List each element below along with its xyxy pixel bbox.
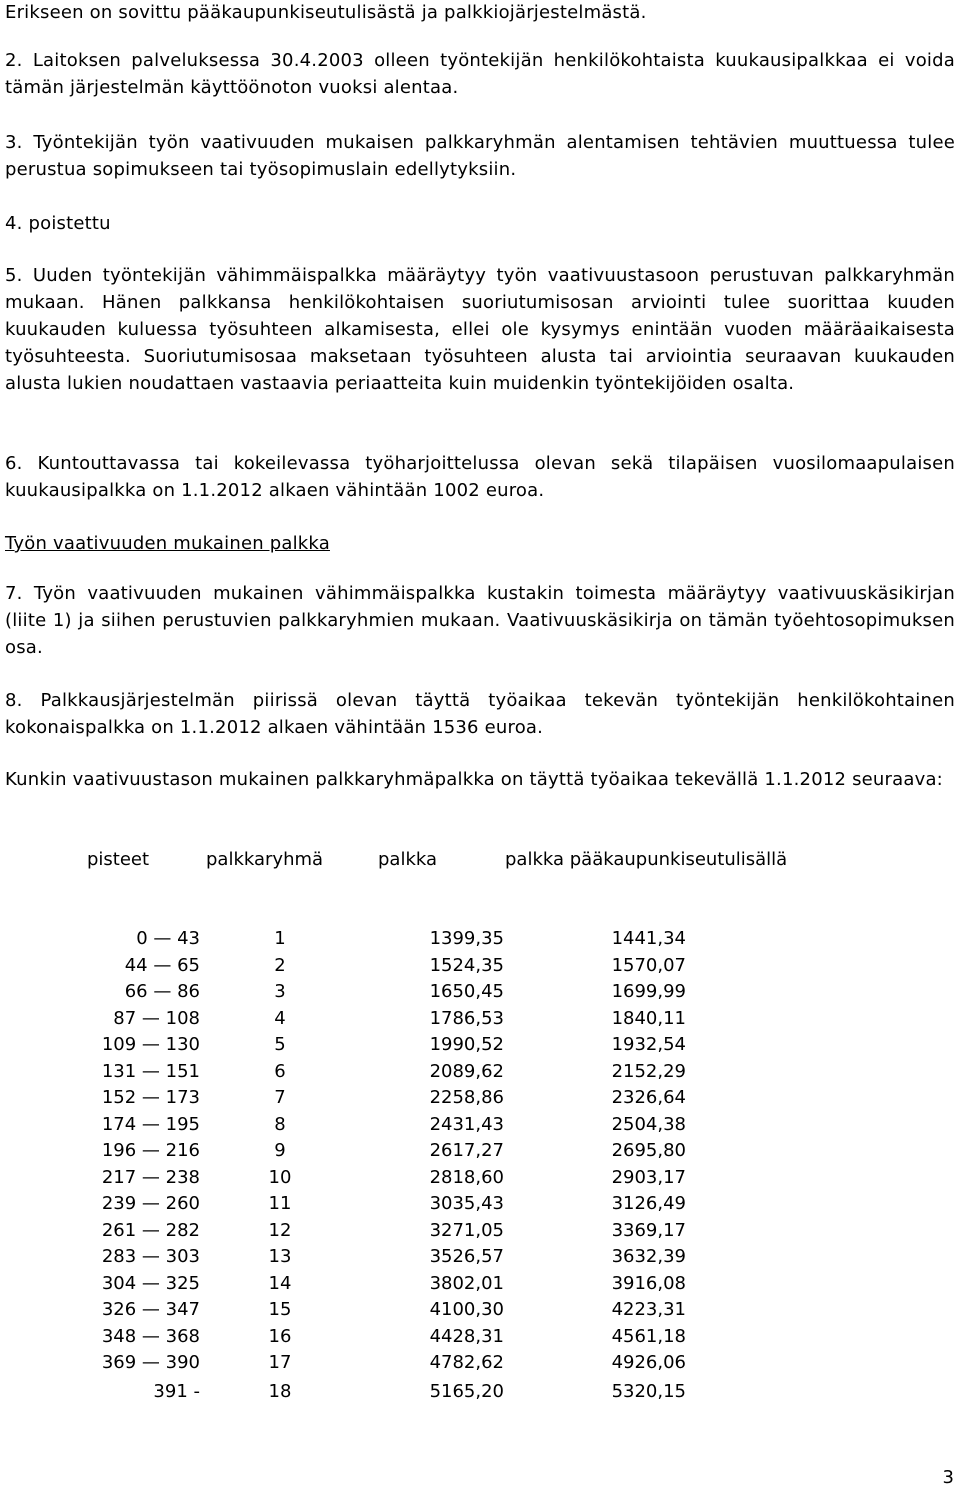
paragraph-4: 4. poistettu: [5, 213, 111, 234]
header-pay: palkka: [378, 849, 438, 870]
header-capital-pay: palkka pääkaupunkiseutulisällä: [505, 849, 788, 870]
cell-group: 3: [274, 981, 286, 1002]
cell-points: 348 — 368: [101, 1325, 200, 1347]
table-row: [0, 1085, 960, 1112]
cell-points: 261 — 282: [101, 1219, 200, 1241]
table-row: [0, 1244, 960, 1271]
table-row: [0, 953, 960, 980]
cell-group: 8: [274, 1113, 286, 1135]
cell-capital-pay: 2504,38: [611, 1113, 686, 1135]
cell-pay: 3802,01: [429, 1272, 504, 1294]
salary-table-body: [0, 926, 960, 1407]
cell-pay: 3035,43: [429, 1193, 504, 1214]
cell-capital-pay: 5320,15: [611, 1380, 686, 1402]
cell-capital-pay: 1840,11: [611, 1007, 686, 1029]
cell-group: 5: [274, 1034, 286, 1055]
cell-pay: 3526,57: [429, 1246, 504, 1267]
table-row: [0, 1350, 960, 1377]
table-row: [0, 1271, 960, 1298]
cell-group: 7: [274, 1087, 286, 1108]
header-group: palkkaryhmä: [206, 849, 324, 870]
cell-capital-pay: 1699,99: [611, 981, 686, 1002]
cell-group: 18: [268, 1380, 292, 1402]
paragraph-5: 5. Uuden työntekijän vähimmäispalkka määräytyy työn vaativuustasoon perustuvan palkkaryhmän mukaan. Hänen palkkansa henkilökohtaisen suoriutumisosan arviointi tulee suorittaa kuuden kuukauden kuluessa työsuhteen alkamisesta, ellei ole kysymys enintään vuoden määräaikaisesta työsuhteesta. Suoriutumisosaa maksetaan työsuhteen alusta tai arviointia seuraavan kuukauden alusta lukien noudattaen vastaavia periaatteita kuin muidenkin työntekijöiden osalta.: [5, 265, 955, 394]
paragraph-6: 6. Kuntouttavassa tai kokeilevassa työharjoittelussa olevan sekä tilapäisen vuosilomaapulaisen kuukausipalkka on 1.1.2012 alkaen vähintään 1002 euroa.: [5, 453, 955, 501]
cell-group: 16: [268, 1325, 292, 1347]
paragraph-2: 2. Laitoksen palveluksessa 30.4.2003 olleen työntekijän henkilökohtaista kuukausipalkkaa ei voida tämän järjestelmän käyttöönoton vuoksi alentaa.: [5, 50, 955, 98]
cell-group: 6: [274, 1060, 286, 1082]
table-row: [0, 1324, 960, 1351]
table-row: [0, 1191, 960, 1218]
cell-points: 283 — 303: [101, 1246, 200, 1267]
cell-points: 369 — 390: [101, 1352, 200, 1373]
cell-group: 12: [268, 1219, 292, 1241]
cell-group: 10: [268, 1166, 292, 1188]
table-row: [0, 1218, 960, 1245]
table-row: [0, 1165, 960, 1192]
page-number: 3: [942, 1467, 954, 1488]
paragraph-3: 3. Työntekijän työn vaativuuden mukaisen palkkaryhmän alentamisen tehtävien muuttuessa tulee perustua sopimukseen tai työsopimuslain edellytyksiin.: [5, 132, 955, 180]
cell-points: 391 -: [153, 1380, 200, 1402]
cell-group: 4: [274, 1007, 286, 1029]
cell-points: 109 — 130: [101, 1034, 200, 1055]
cell-points: 152 — 173: [101, 1087, 200, 1108]
cell-capital-pay: 3126,49: [611, 1193, 686, 1214]
cell-points: 0 — 43: [136, 928, 200, 949]
cell-capital-pay: 2326,64: [611, 1087, 686, 1108]
cell-capital-pay: 1441,34: [611, 928, 686, 949]
cell-capital-pay: 4223,31: [611, 1299, 686, 1320]
cell-capital-pay: 2903,17: [611, 1166, 686, 1188]
intro-line: Erikseen on sovittu pääkaupunkiseutulisästä ja palkkiojärjestelmästä.: [5, 2, 647, 23]
cell-capital-pay: 1570,07: [611, 954, 686, 976]
table-row: [0, 1138, 960, 1165]
cell-pay: 1650,45: [429, 981, 504, 1002]
table-row: [0, 1112, 960, 1139]
cell-group: 15: [268, 1299, 292, 1320]
cell-pay: 3271,05: [429, 1219, 504, 1241]
cell-capital-pay: 4561,18: [611, 1325, 686, 1347]
cell-pay: 4782,62: [429, 1352, 504, 1373]
cell-capital-pay: 4926,06: [611, 1352, 686, 1373]
section-heading: Työn vaativuuden mukainen palkka: [5, 533, 330, 554]
cell-group: 13: [268, 1246, 292, 1267]
cell-group: 17: [268, 1352, 292, 1373]
cell-capital-pay: 3916,08: [611, 1272, 686, 1294]
table-row: [0, 1006, 960, 1033]
cell-pay: 1990,52: [429, 1034, 504, 1055]
table-row: [0, 1059, 960, 1086]
cell-capital-pay: 1932,54: [611, 1034, 686, 1055]
table-row: [0, 926, 960, 953]
cell-pay: 4428,31: [429, 1325, 504, 1347]
cell-points: 217 — 238: [101, 1166, 200, 1188]
cell-points: 87 — 108: [113, 1007, 200, 1029]
cell-points: 196 — 216: [101, 1140, 200, 1161]
cell-group: 1: [274, 928, 286, 949]
cell-group: 11: [268, 1193, 292, 1214]
cell-points: 304 — 325: [101, 1272, 200, 1294]
cell-pay: 5165,20: [429, 1380, 504, 1402]
salary-table-header: [0, 845, 960, 875]
cell-group: 14: [268, 1272, 292, 1294]
cell-capital-pay: 2152,29: [611, 1060, 686, 1082]
cell-pay: 1524,35: [429, 954, 504, 976]
cell-capital-pay: 2695,80: [611, 1140, 686, 1161]
cell-pay: 1399,35: [429, 928, 504, 949]
cell-pay: 2089,62: [429, 1060, 504, 1082]
paragraph-7: 7. Työn vaativuuden mukainen vähimmäispalkka kustakin toimesta määräytyy vaativuuskäsikirjan (liite 1) ja siihen perustuvien palkkaryhmien mukaan. Vaativuuskäsikirja on tämän työehtosopimuksen osa.: [5, 583, 955, 658]
paragraph-8: 8. Palkkausjärjestelmän piirissä olevan täyttä työaikaa tekevän työntekijän henkilökohtainen kokonaispalkka on 1.1.2012 alkaen vähintään 1536 euroa.: [5, 690, 955, 738]
cell-pay: 2818,60: [429, 1166, 504, 1188]
table-row: [0, 1032, 960, 1059]
table-row: [0, 979, 960, 1006]
cell-pay: 1786,53: [429, 1007, 504, 1029]
table-row: [0, 1377, 960, 1407]
cell-capital-pay: 3369,17: [611, 1219, 686, 1241]
header-points: pisteet: [87, 849, 150, 870]
cell-pay: 4100,30: [429, 1299, 504, 1320]
cell-pay: 2617,27: [429, 1140, 504, 1161]
cell-points: 44 — 65: [124, 954, 200, 976]
paragraph-9: Kunkin vaativuustason mukainen palkkaryhmäpalkka on täyttä työaikaa tekevällä 1.1.2012 seuraava:: [5, 769, 943, 790]
table-row: [0, 1297, 960, 1324]
cell-points: 66 — 86: [124, 981, 200, 1002]
cell-pay: 2431,43: [429, 1113, 504, 1135]
cell-group: 2: [274, 954, 286, 976]
cell-capital-pay: 3632,39: [611, 1246, 686, 1267]
cell-pay: 2258,86: [429, 1087, 504, 1108]
cell-group: 9: [274, 1140, 286, 1161]
cell-points: 326 — 347: [101, 1299, 200, 1320]
cell-points: 239 — 260: [101, 1193, 200, 1214]
cell-points: 131 — 151: [101, 1060, 200, 1082]
cell-points: 174 — 195: [101, 1113, 200, 1135]
